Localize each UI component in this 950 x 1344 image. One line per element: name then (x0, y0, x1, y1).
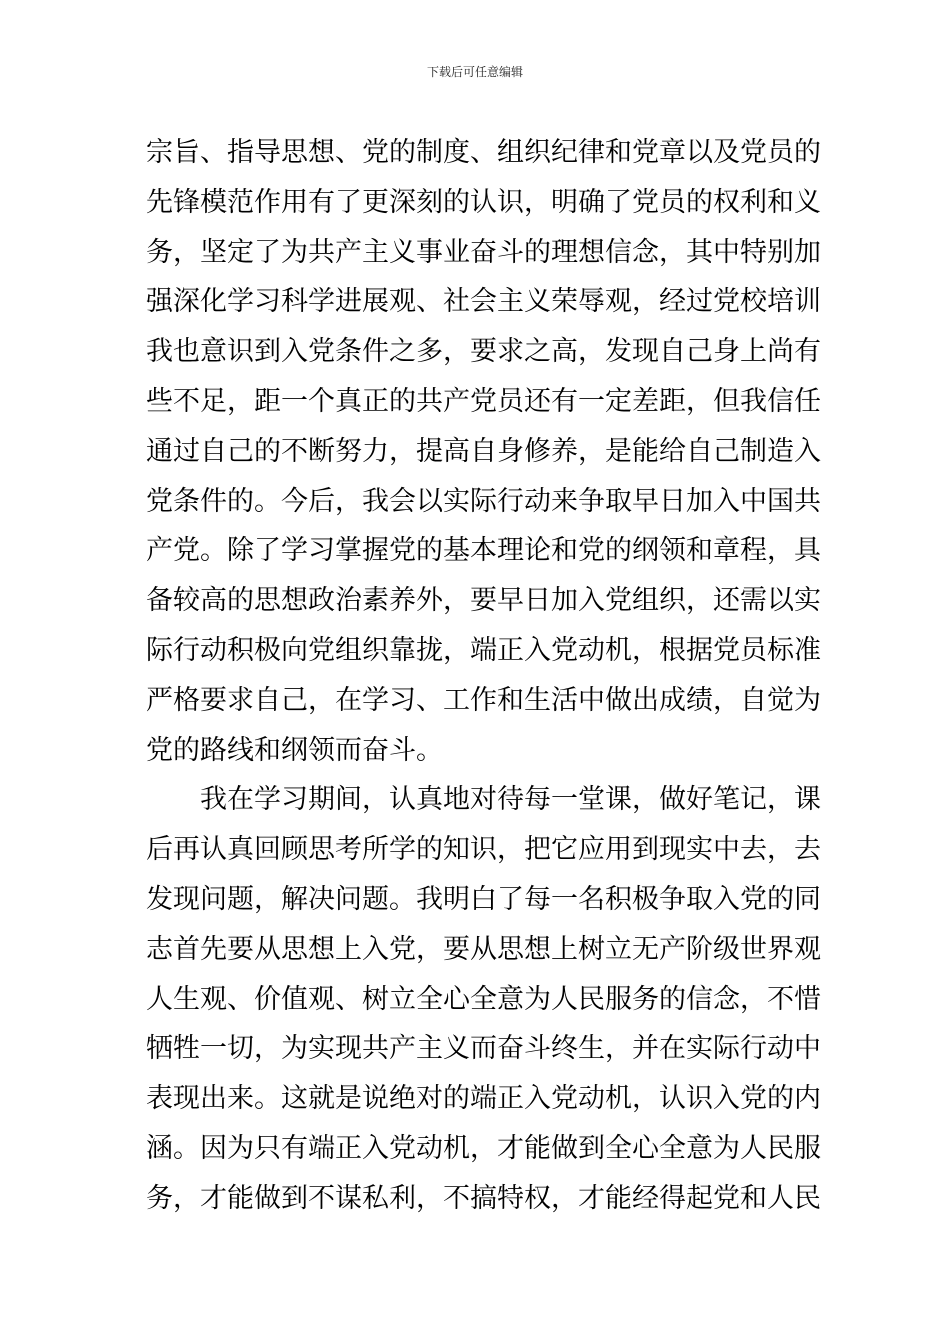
document-body (146, 128, 821, 1224)
text-line: 务，才能做到不谋私利，不搞特权，才能经得起党和人民 (146, 1182, 821, 1214)
text-line: 发现问题，解决问题。我明白了每一名积极争取入党的同 (146, 883, 821, 915)
text-line: 备较高的思想政治素养外，要早日加入党组织，还需以实 (146, 585, 821, 617)
text-line: 志首先要从思想上入党，要从思想上树立无产阶级世界观 (146, 933, 821, 965)
text-line: 表现出来。这就是说绝对的端正入党动机，认识入党的内 (146, 1083, 821, 1115)
text-line: 我也意识到入党条件之多，要求之高，发现自己身上尚有 (146, 336, 821, 368)
text-line: 际行动积极向党组织靠拢，端正入党动机，根据党员标准 (146, 634, 821, 666)
text-line: 后再认真回顾思考所学的知识，把它应用到现实中去，去 (146, 834, 821, 866)
text-line: 党条件的。今后，我会以实际行动来争取早日加入中国共 (146, 485, 821, 517)
text-line: 党的路线和纲领而奋斗。 (146, 734, 443, 766)
text-line: 务，坚定了为共产主义事业奋斗的理想信念，其中特别加 (146, 236, 821, 268)
text-line: 宗旨、指导思想、党的制度、组织纪律和党章以及党员的 (146, 137, 821, 168)
text-line: 牺牲一切，为实现共产主义而奋斗终生，并在实际行动中 (146, 1033, 821, 1065)
text-line: 人生观、价值观、树立全心全意为人民服务的信念，不惜 (146, 983, 821, 1015)
text-line: 产党。除了学习掌握党的基本理论和党的纲领和章程，具 (146, 535, 821, 567)
text-line: 严格要求自己，在学习、工作和生活中做出成绩，自觉为 (146, 684, 821, 716)
paragraph-first-line: 我在学习期间，认真地对待每一堂课，做好笔记，课 (200, 784, 821, 816)
page-header: 下载后可任意编辑 (426, 65, 523, 79)
text-line: 强深化学习科学进展观、社会主义荣辱观，经过党校培训 (146, 286, 821, 318)
text-line: 通过自己的不断努力，提高自身修养，是能给自己制造入 (146, 435, 821, 467)
text-line: 先锋模范作用有了更深刻的认识，明确了党员的权利和义 (146, 186, 821, 218)
text-line: 些不足，距一个真正的共产党员还有一定差距，但我信任 (146, 385, 821, 417)
text-line: 涵。因为只有端正入党动机，才能做到全心全意为人民服 (146, 1132, 821, 1164)
